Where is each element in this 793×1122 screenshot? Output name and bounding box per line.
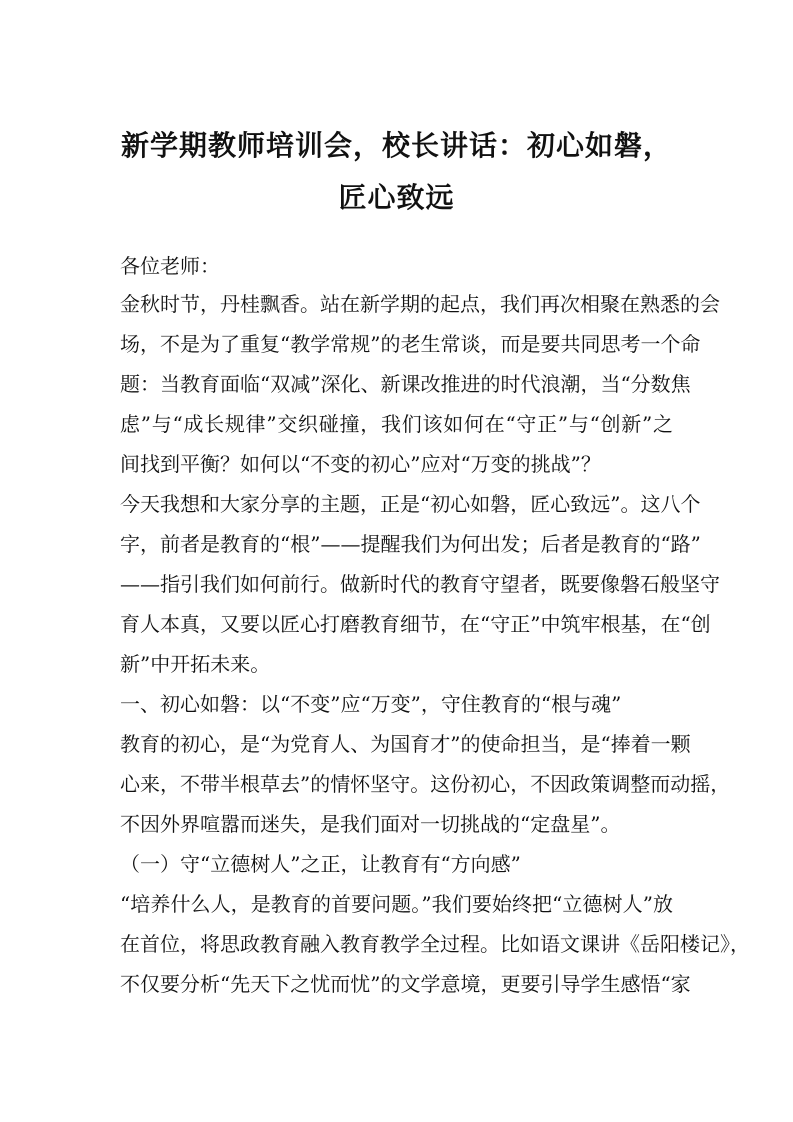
paragraph-line: 育人本真，又要以匠心打磨教育细节，在“守正”中筑牢根基，在“创 — [120, 612, 711, 636]
paragraph-line: 场，不是为了重复“教学常规”的老生常谈，而是要共同思考一个命 — [120, 332, 701, 356]
paragraph-line: 今天我想和大家分享的主题，正是“初心如磐，匠心致远”。这八个 — [120, 492, 701, 516]
document-title-line-2: 匠心致远 — [338, 181, 455, 214]
paragraph-line: ——指引我们如何前行。做新时代的教育守望者，既要像磐石般坚守 — [120, 572, 720, 596]
paragraph-line: “培养什么人，是教育的首要问题。”我们要始终把“立德树人”放 — [120, 892, 673, 916]
section-heading: 一、初心如磐：以“不变”应“万变”，守住教育的“根与魂” — [120, 692, 622, 716]
paragraph-line: 金秋时节，丹桂飘香。站在新学期的起点，我们再次相聚在熟悉的会 — [120, 292, 720, 316]
paragraph-line: 题：当教育面临“双减”深化、新课改推进的时代浪潮，当“分数焦 — [120, 372, 691, 396]
paragraph-line: 心来，不带半根草去”的情怀坚守。这份初心，不因政策调整而动摇， — [120, 772, 731, 796]
document-title-line-1: 新学期教师培训会，校长讲话：初心如磐， — [120, 129, 672, 162]
paragraph-line: 新”中开拓未来。 — [120, 652, 271, 676]
subsection-heading: （一）守“立德树人”之正，让教育有“方向感” — [120, 852, 521, 876]
paragraph-line: 虑”与“成长规律”交织碰撞，我们该如何在“守正”与“创新”之 — [120, 412, 673, 436]
paragraph-line: 字，前者是教育的“根”——提醒我们为何出发；后者是教育的“路” — [120, 532, 701, 556]
paragraph-line: 间找到平衡？如何以“不变的初心”应对“万变的挑战”？ — [120, 452, 601, 476]
paragraph-line: 在首位，将思政教育融入教育教学全过程。比如语文课讲《岳阳楼记》， — [120, 932, 750, 956]
salutation: 各位老师： — [120, 254, 220, 278]
paragraph-line: 不因外界喧嚣而迷失，是我们面对一切挑战的“定盘星”。 — [120, 812, 621, 836]
paragraph-line: 不仅要分析“先天下之忧而忧”的文学意境，更要引导学生感悟“家 — [120, 972, 691, 996]
paragraph-line: 教育的初心，是“为党育人、为国育才”的使命担当，是“捧着一颗 — [120, 732, 691, 756]
